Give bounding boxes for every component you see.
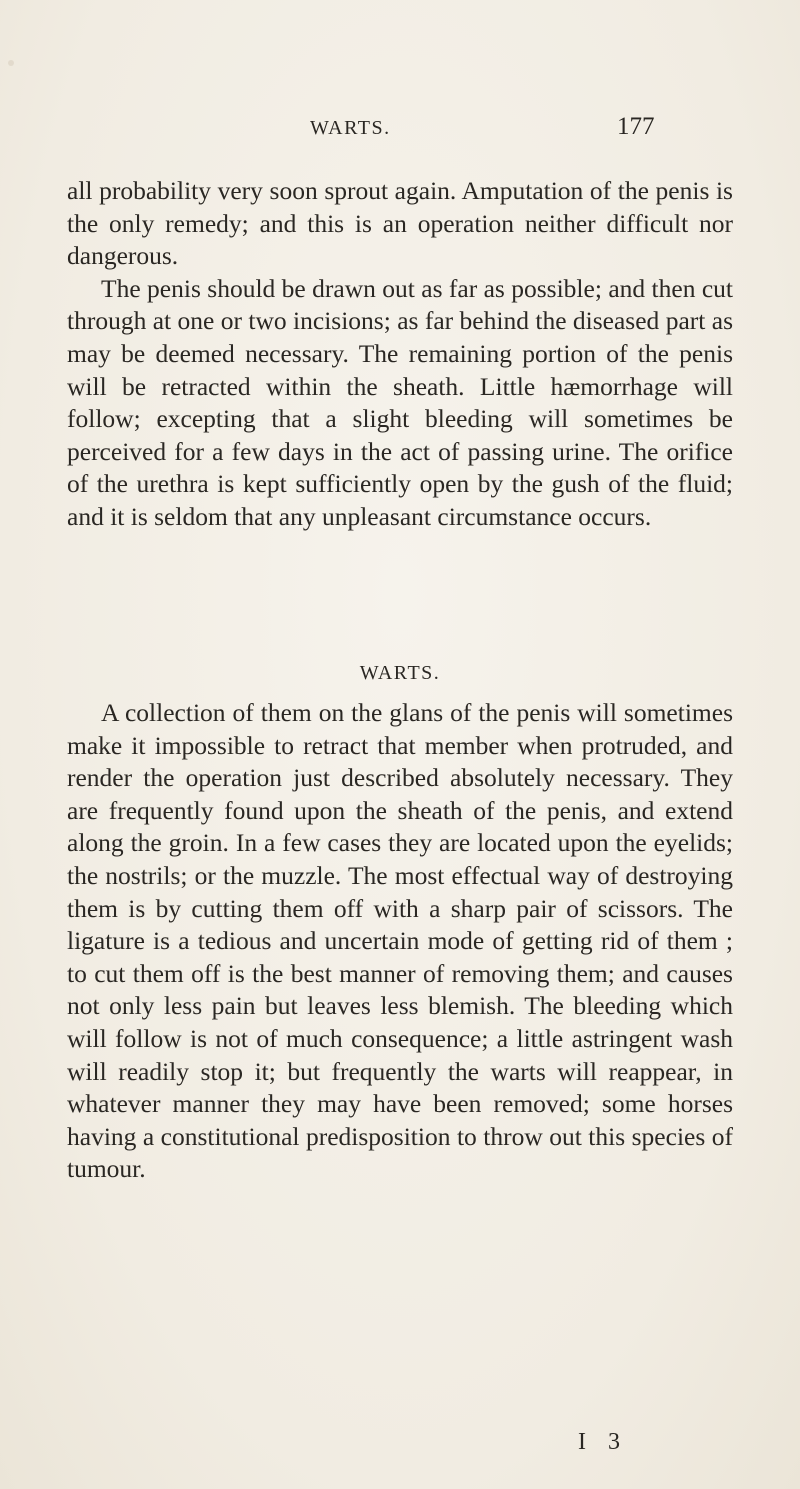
paragraph-warts: A collection of them on the glans of the penis will sometimes make it impossible to retract that member when protruded, and render the operation just described absolutely necessary. They are frequently found upon the sheath of the penis, and extend along the groin. In a few cases they are located upon the eyelids; the nostrils; or the muzzle. The most effectual way of destroying them is by cutting them off with a sharp pair of scissors. The ligature is a tedious and uncertain mode of getting rid of them ; to cut them off is the best manner of removing them; and causes not only less pain but leaves less blemish. The bleeding which will follow is not of much consequence; a little astringent wash will readily stop it; but frequently the warts will reappear, in whatever manner they may have been removed; some horses having a constitutional predisposition to throw out this species of tumour. (67, 698, 733, 1184)
paragraph-continuation: all probability very soon sprout again. Amputation of the penis is the only remedy; and this is an operation neither difficult nor dangerous. (67, 176, 733, 271)
page-number: 177 (617, 113, 655, 140)
signature-mark: I 3 (578, 1429, 628, 1455)
text-block-amputation (67, 175, 733, 534)
running-head (0, 113, 800, 153)
section-heading-warts: WARTS. (359, 662, 441, 684)
running-title: WARTS. (310, 117, 391, 139)
text-block-warts (67, 697, 733, 1186)
paragraph-amputation-procedure: The penis should be drawn out as far as possible; and then cut through at one or two incisions; as far behind the diseased part as may be deemed necessary. The remaining portion of the penis will be retracted within the sheath. Little hæmorrhage will follow; excepting that a slight bleeding will sometimes be perceived for a few days in the act of passing urine. The orifice of the urethra is kept sufficiently open by the gush of the fluid; and it is seldom that any unpleasant circumstance occurs. (67, 273, 733, 531)
paper-spot (8, 60, 14, 66)
